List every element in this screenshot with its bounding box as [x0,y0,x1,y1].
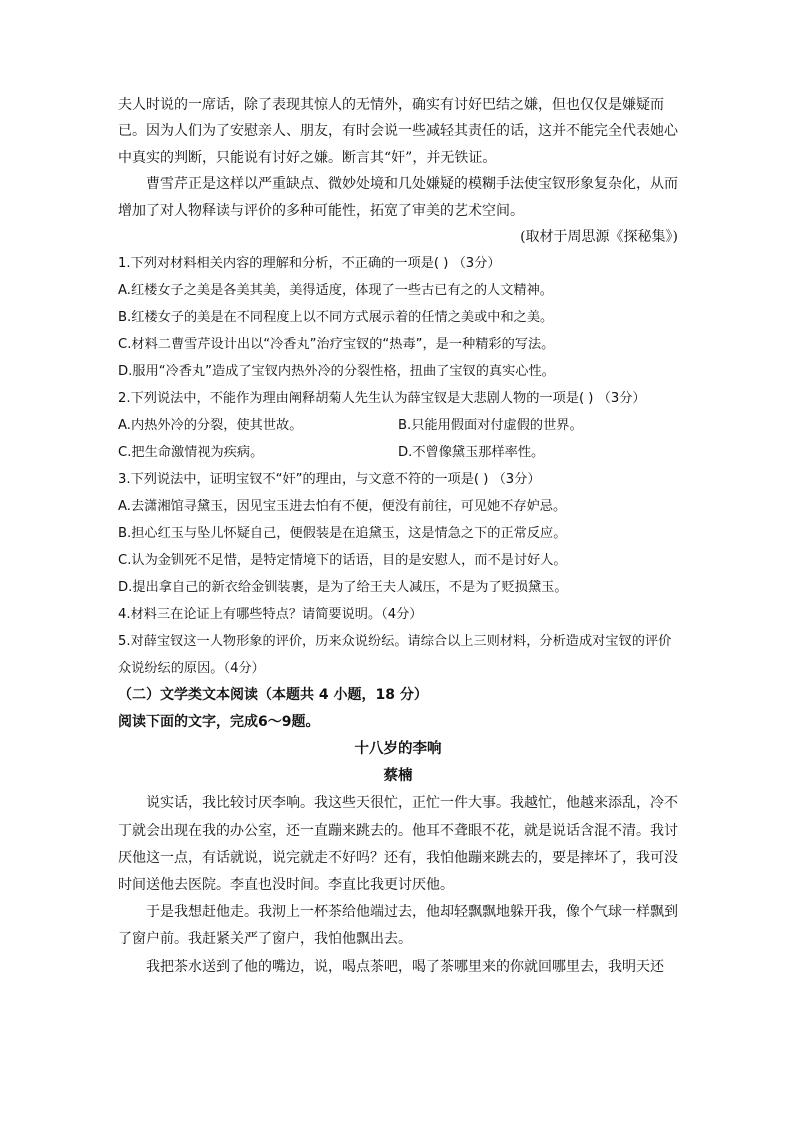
option-d: D.服用“冷香丸”造成了宝钗内热外冷的分裂性格，扭曲了宝钗的真实心性。 [118,364,555,380]
option-row [118,412,678,439]
section-instruction: 阅读下面的文字，完成6～9题。 [118,714,320,731]
option-c: C.认为金钏死不足惜，是特定情境下的话语，目的是安慰人，而不是讨好人。 [118,553,567,569]
question-stem: 3.下列说法中，证明宝钗不“奸”的理由，与文意不符的一项是( ) （3分） [118,472,541,488]
story-author: 蔡楠 [383,768,413,785]
question-1 [118,250,678,385]
passage-paragraph: 曹雪芹正是这样以严重缺点、微妙处境和几处嫌疑的模糊手法使宝钗形象复杂化，从而增加了对人物释读与评价的多种可能性，拓宽了审美的艺术空间。 [118,176,678,219]
question-stem: 1.下列对材料相关内容的理解和分析，不正确的一项是( ) （3分） [118,256,501,272]
story-paragraph: 说实话，我比较讨厌李响。我这些天很忙，正忙一件大事。我越忙，他越来添乱，冷不丁就会出现在我的办公室，还一直蹦来跳去的。他耳不聋眼不花，就是说话含混不清。我讨厌他这一点，有话就说，说完就走不好吗？还有，我怕他蹦来跳去的，要是摔坏了，我可没时间送他去医院。李直也没时间。李直比我更讨厌他。 [118,795,678,894]
question-stem: 2.下列说法中，不能作为理由阐释胡菊人先生认为薛宝钗是大悲剧人物的一项是( ) （3分） [118,391,646,407]
option-a: A.红楼女子之美是各美其美，美得适度，体现了一些古已有之的人文精神。 [118,283,553,299]
option-d: D.不曾像黛玉那样率性。 [398,445,545,461]
option-row [118,439,678,466]
question-2 [118,385,678,466]
source-citation: (取材于周思源《探秘集》) [520,229,678,246]
passage-paragraph: 夫人时说的一席话，除了表现其惊人的无情外，确实有讨好巴结之嫌，但也仅仅是嫌疑而已。因为人们为了安慰亲人、朋友，有时会说一些减轻其责任的话，这并不能完全代表她心中真实的判断，只能说有讨好之嫌。断言其“奸”，并无铁证。 [118,97,678,166]
story-title: 十八岁的李响 [354,741,442,758]
option-c: C.把生命激情视为疾病。 [118,445,264,461]
option-b: B.担心红玉与坠儿怀疑自己，便假装是在追黛玉，这是情急之下的正常反应。 [118,526,567,542]
story-paragraph: 我把茶水送到了他的嘴边，说，喝点茶吧，喝了茶哪里来的你就回哪里去，我明天还 [146,958,664,975]
option-a: A.去潇湘馆寻黛玉，因见宝玉进去怕有不便，便没有前往，可见她不存妒忌。 [118,499,567,515]
document-page [118,92,678,981]
option-b: B.只能用假面对付虚假的世界。 [398,418,583,434]
option-a: A.内热外冷的分裂，使其世故。 [118,418,303,434]
question-4: 4.材料三在论证上有哪些特点？请简要说明。（4分） [118,607,423,623]
option-d: D.提出拿自己的新衣给金钏装裹，是为了给王夫人减压，不是为了贬损黛玉。 [118,580,568,596]
question-5: 5.对薛宝钗这一人物形象的评价，历来众说纷纭。请综合以上三则材料，分析造成对宝钗的评价众说纷纭的原因。（4分） [118,634,672,677]
story-paragraph: 于是我想赶他走。我沏上一杯茶给他端过去，他却轻飘飘地躲开我，像个气球一样飘到了窗户前。我赶紧关严了窗户，我怕他飘出去。 [118,904,678,948]
question-3 [118,466,678,601]
option-c: C.材料二曹雪芹设计出以“冷香丸”治疗宝钗的“热毒”，是一种精彩的写法。 [118,337,555,353]
section-heading: （二）文学类文本阅读（本题共 4 小题，18 分） [118,687,428,704]
option-b: B.红楼女子的美是在不同程度上以不同方式展示着的任情之美或中和之美。 [118,310,554,326]
